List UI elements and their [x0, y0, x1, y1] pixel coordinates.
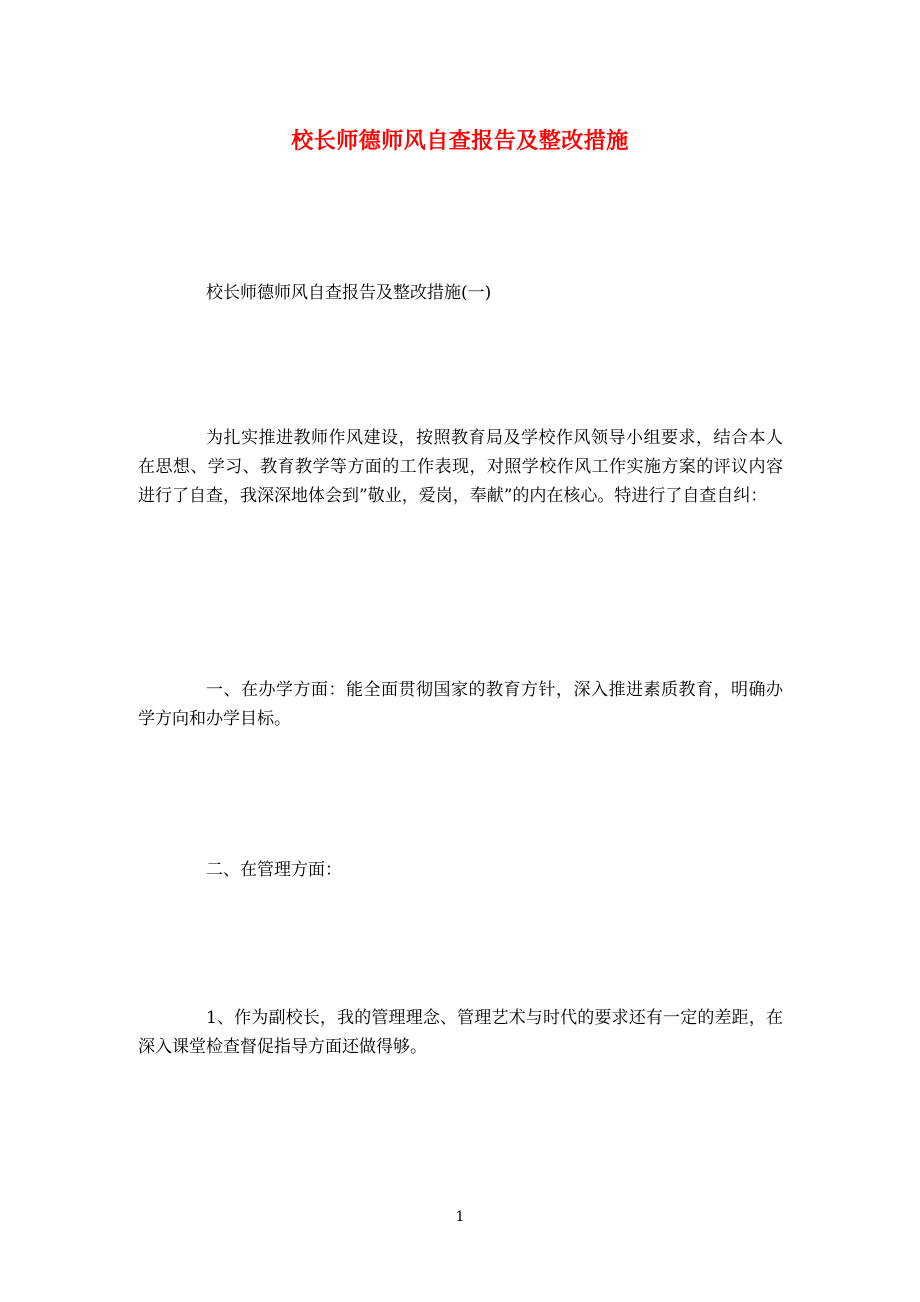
- document-title: 校长师德师风自查报告及整改措施: [291, 128, 629, 154]
- section-two-heading: 二、在管理方面：: [206, 860, 342, 880]
- item-one-paragraph: 1、作为副校长，我的管理理念、管理艺术与时代的要求还有一定的差距，在深入课堂检查督促指导方面还做得够。: [138, 1008, 783, 1057]
- page-number: 1: [455, 1209, 465, 1225]
- section-one-paragraph: 一、在办学方面：能全面贯彻国家的教育方针，深入推进素质教育，明确办学方向和办学目标。: [138, 680, 783, 729]
- intro-paragraph: 为扎实推进教师作风建设，按照教育局及学校作风领导小组要求，结合本人在思想、学习、教育教学等方面的工作表现，对照学校作风工作实施方案的评议内容进行了自查，我深深地体会到”敬业，爱岗，奉献”的内在核心。特进行了自查自纠：: [138, 428, 783, 506]
- subtitle-paragraph: 校长师德师风自查报告及整改措施(一): [206, 283, 492, 303]
